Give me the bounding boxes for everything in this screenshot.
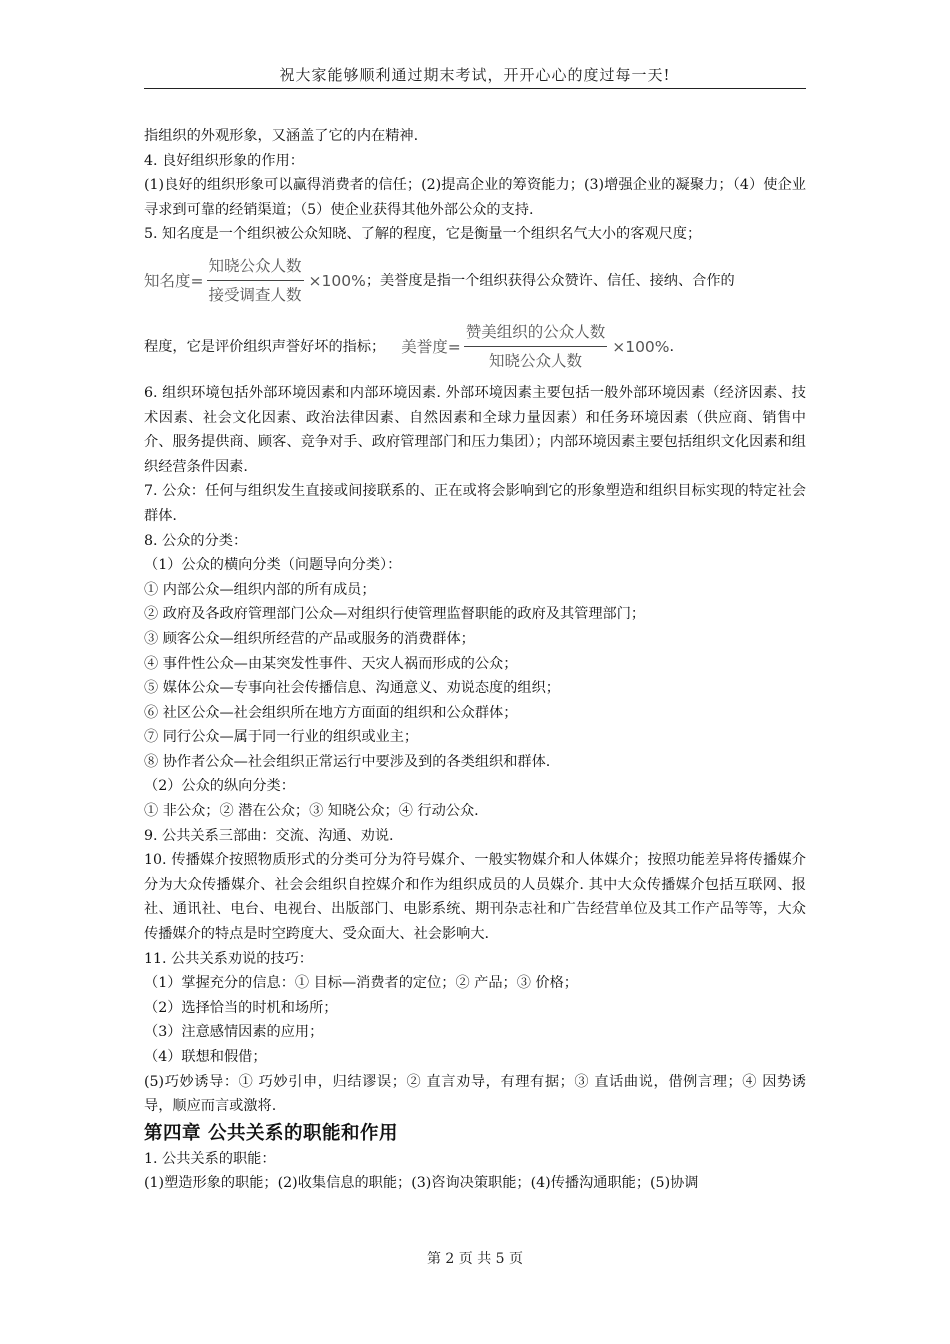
awareness-fraction [207,254,304,308]
paragraph-10-text: 10. 传播媒介按照物质形式的分类可分为符号媒介、一般实物媒介和人体媒介；按照功能差异将传播媒介分为大众传播媒介、社会会组织自控媒介和作为组织成员的人员媒介. 其中大众传播媒介包括互联网、报社、通讯社、电台、电视台、出版部门、电影系统、期刊杂志社和广告经营单位及其工作产品等等，大众传播媒介的特点是时空跨度大、受众面大、社会影响大. [144,852,806,943]
paragraph-4-title: 4. 良好组织形象的作用： [144,152,304,169]
awareness-formula-label: 知名度= [144,271,204,290]
chapter-4-p1-title: 1. 公共关系的职能： [144,1150,276,1167]
paragraph-intro: 指组织的外观形象，又涵盖了它的内在精神. [144,128,419,144]
formula-2-trailing-text: . [669,338,675,355]
awareness-multiplier: ×100% [308,271,366,290]
list-item: ⑧ 协作者公众—社会组织正常运行中要涉及到的各类组织和群体. [144,753,551,770]
paragraph-8-sub2-text: ① 非公众；② 潜在公众；③ 知晓公众；④ 行动公众. [144,803,479,820]
list-item: （1）掌握充分的信息：① 目标—消费者的定位；② 产品；③ 价格； [144,975,578,992]
paragraph-8-sub2: （2）公众的纵向分类： [144,778,295,795]
paragraph-7-text: 7. 公众：任何与组织发生直接或间接联系的、正在或将会影响到它的形象塑造和组织目标实现的特定社会群体. [144,483,806,524]
header-divider [144,88,806,89]
paragraph-8-title: 8. 公众的分类： [144,532,248,549]
paragraph-4-text: (1)良好的组织形象可以赢得消费者的信任；(2)提高企业的筹资能力；(3)增强企业的凝聚力；（4）使企业寻求到可靠的经销渠道；（5）使企业获得其他外部公众的支持. [144,177,806,218]
list-item: （3）注意感情因素的应用； [144,1024,324,1041]
page-footer: 第 2 页 共 5 页 [426,1251,524,1267]
document-body [144,124,806,1196]
list-item: (5)巧妙诱导：① 巧妙引申，归结谬误；② 直言劝导，有理有据；③ 直话曲说，借例言理；④ 因势诱导，顺应而言或激将. [144,1073,806,1115]
paragraph-5-text: 5. 知名度是一个组织被公众知晓、了解的程度，它是衡量一个组织名气大小的客观尺度； [144,226,702,243]
list-item: ⑥ 社区公众—社会组织所在地方方面面的组织和公众群体； [144,704,518,721]
reputation-formula-label: 美誉度= [401,337,461,356]
list-item: ④ 事件性公众—由某突发性事件、天灾人祸而形成的公众； [144,655,518,672]
reputation-numerator: 赞美组织的公众人数 [464,320,608,348]
formula-2-leading-text: 程度，它是评价组织声誉好坏的指标； [144,338,386,355]
chapter-4-heading: 第四章 公共关系的职能和作用 [144,1122,398,1144]
list-item: ③ 顾客公众—组织所经营的产品或服务的消费群体； [144,630,475,647]
paragraph-6-text: 6. 组织环境包括外部环境因素和内部环境因素. 外部环境因素主要包括一般外部环境因素（经济因素、技术因素、社会文化因素、政治法律因素、自然因素和全球力量因素）和任务环境因素（供应商、销售中介、服务提供商、顾客、竞争对手、政府管理部门和压力集团）；内部环境因素主要包括组织文化因素和组织经营条件因素. [144,384,806,475]
formula-line-reputation [144,315,806,379]
list-item: （4）联想和假借； [144,1049,267,1065]
awareness-denominator: 接受调查人数 [208,286,302,305]
chapter-4-p1-text: (1)塑造形象的职能；(2)收集信息的职能；(3)咨询决策职能；(4)传播沟通职能；(5)协调 [144,1175,699,1192]
formula-line-awareness [144,249,806,313]
paragraph-9-text: 9. 公共关系三部曲：交流、沟通、劝说. [144,827,394,844]
awareness-formula [144,254,366,308]
paragraph-11-title: 11. 公共关系劝说的技巧： [144,950,313,967]
page-header: 祝大家能够顺利通过期末考试，开开心心的度过每一天! [279,66,671,84]
reputation-denominator: 知晓公众人数 [488,352,582,371]
formula-1-trailing-text: ；美誉度是指一个组织获得公众赞许、信任、接纳、合作的 [365,272,735,289]
list-item: （2）选择恰当的时机和场所； [144,999,338,1016]
reputation-formula [401,320,669,374]
reputation-fraction [464,320,608,374]
reputation-multiplier: ×100% [612,337,670,356]
list-item: ⑤ 媒体公众—专事向社会传播信息、沟通意义、劝说态度的组织； [144,680,560,697]
paragraph-8-sub1: （1）公众的横向分类（问题导向分类）： [144,557,402,574]
list-item: ① 内部公众—组织内部的所有成员； [144,581,376,598]
awareness-numerator: 知晓公众人数 [207,254,304,282]
list-item: ② 政府及各政府管理部门公众—对组织行使管理监督职能的政府及其管理部门； [144,606,646,623]
list-item: ⑦ 同行公众—属于同一行业的组织或业主； [144,729,419,746]
